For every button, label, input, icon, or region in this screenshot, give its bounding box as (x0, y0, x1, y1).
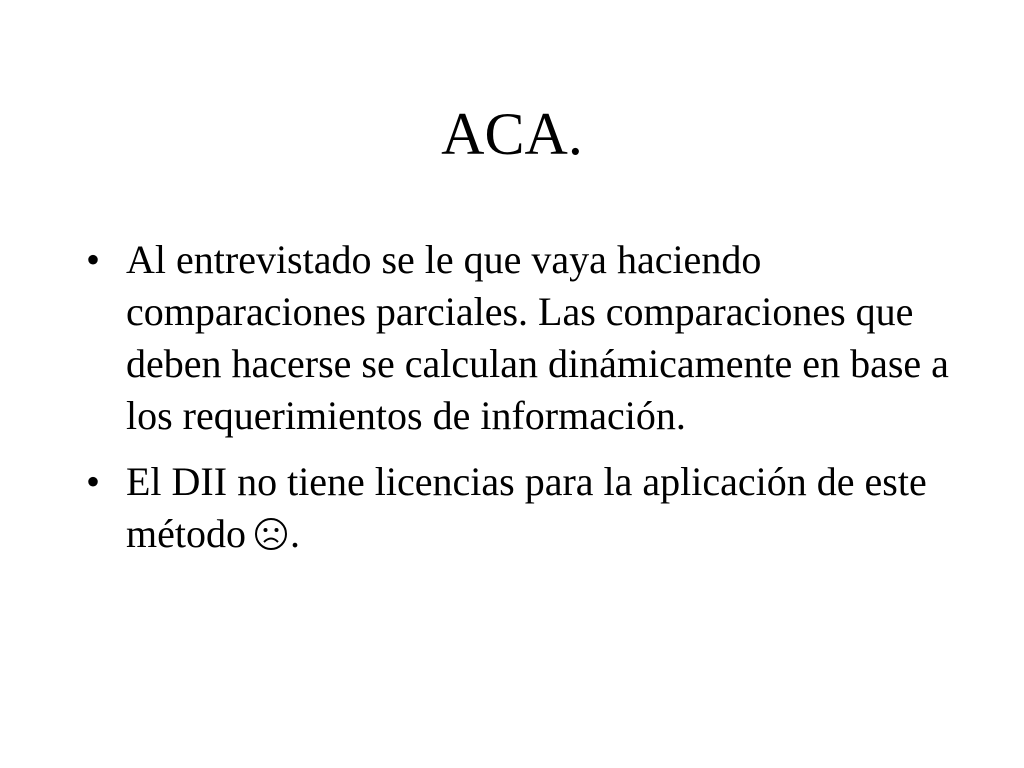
frown-face-icon (254, 512, 288, 564)
slide-title: ACA. (441, 101, 583, 167)
bullet-text: El DII no tiene licencias para la aplicación de este método (126, 459, 927, 556)
bullet-list (82, 234, 962, 578)
bullet-text: Al entrevistado se le que vaya haciendo comparaciones parciales. Las comparaciones que deben hacerse se calculan dinámicamente en base a los requerimientos de información. (126, 237, 949, 438)
bullet-text-end: . (289, 511, 300, 556)
bullet-marker: • (86, 459, 101, 504)
bullet-item (82, 234, 962, 442)
bullet-item (82, 456, 962, 564)
bullet-marker: • (86, 237, 101, 282)
